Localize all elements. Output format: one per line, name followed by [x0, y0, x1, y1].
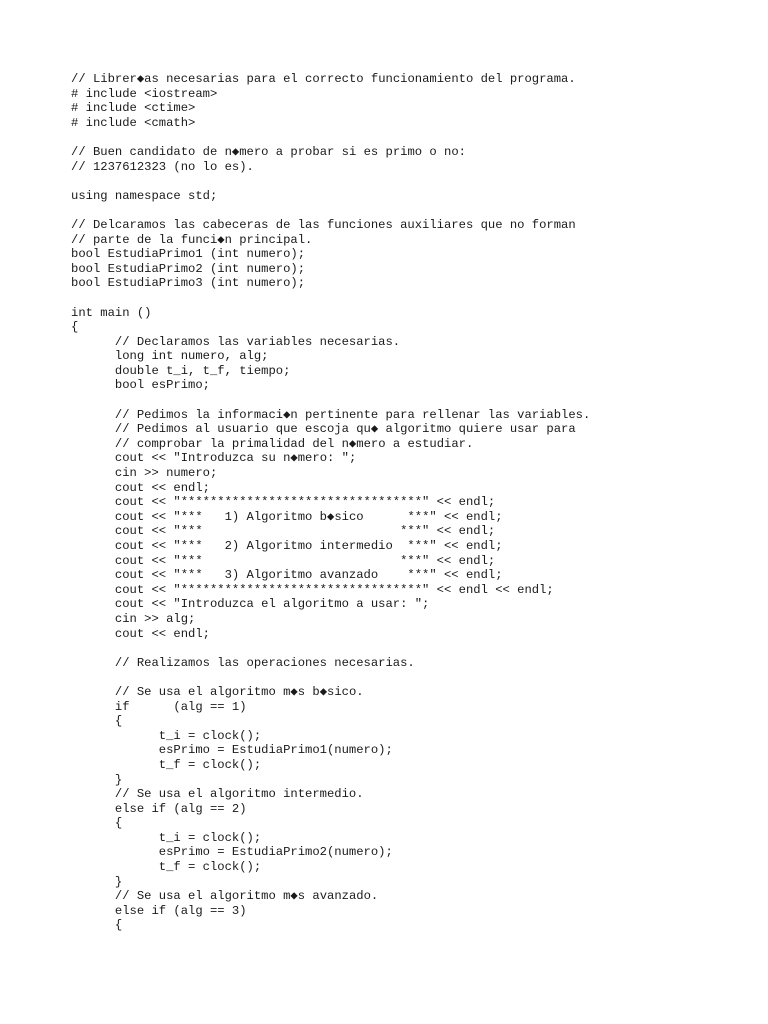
code-line: # include <cmath> — [71, 115, 196, 130]
code-line: cout << endl; — [71, 626, 210, 641]
code-line: { — [71, 918, 123, 933]
code-line: # include <ctime> — [71, 101, 196, 116]
code-line: bool esPrimo; — [71, 378, 210, 393]
code-line: // Pedimos la informaci◆n pertinente para rellenar las variables. — [71, 407, 591, 422]
code-line: esPrimo = EstudiaPrimo1(numero); — [71, 743, 393, 758]
code-line: // 1237612323 (no lo es). — [71, 159, 254, 174]
code-line: long int numero, alg; — [71, 349, 269, 364]
code-line: using namespace std; — [71, 188, 218, 203]
code-line: cout << endl; — [71, 480, 210, 495]
code-line: // Librer◆as necesarias para el correcto funcionamiento del programa. — [71, 72, 576, 86]
code-line: if (alg == 1) — [71, 699, 247, 714]
code-line — [71, 174, 590, 189]
code-line: cout << "*** ***" << endl; — [71, 553, 496, 568]
code-line: esPrimo = EstudiaPrimo2(numero); — [71, 845, 393, 860]
code-line: cout << "*********************************" << endl; — [71, 495, 496, 510]
code-line: // comprobar la primalidad del n◆mero a estudiar. — [71, 436, 474, 451]
code-line: t_i = clock(); — [71, 728, 262, 743]
code-line: bool EstudiaPrimo1 (int numero); — [71, 247, 306, 262]
code-line: // parte de la funci◆n principal. — [71, 232, 313, 247]
code-listing — [71, 72, 590, 933]
code-line: // Realizamos las operaciones necesarias. — [71, 655, 415, 670]
code-line: double t_i, t_f, tiempo; — [71, 363, 291, 378]
code-line: } — [71, 772, 123, 787]
code-line: bool EstudiaPrimo2 (int numero); — [71, 261, 306, 276]
code-line: cout << "Introduzca el algoritmo a usar: "; — [71, 597, 430, 612]
code-line: // Se usa el algoritmo m◆s avanzado. — [71, 889, 379, 904]
code-line: { — [71, 816, 123, 831]
code-line: // Delcaramos las cabeceras de las funciones auxiliares que no forman — [71, 217, 576, 232]
code-line: // Se usa el algoritmo m◆s b◆sico. — [71, 684, 364, 699]
code-line — [71, 130, 590, 145]
code-line — [71, 291, 590, 306]
code-line: t_i = clock(); — [71, 830, 262, 845]
code-line: cout << "*** 2) Algoritmo intermedio ***" << endl; — [71, 539, 503, 553]
code-line: // Buen candidato de n◆mero a probar si es primo o no: — [71, 144, 466, 159]
code-line: cin >> alg; — [71, 611, 196, 626]
code-line: int main () — [71, 305, 152, 320]
code-line: } — [71, 874, 123, 889]
code-line: cout << "*** 1) Algoritmo b◆sico ***" << endl; — [71, 509, 503, 524]
code-line: { — [71, 320, 79, 335]
code-line: else if (alg == 2) — [71, 801, 247, 816]
code-line: cout << "*** 3) Algoritmo avanzado ***" << endl; — [71, 568, 503, 583]
code-line — [71, 670, 590, 685]
code-line: cout << "*********************************" << endl << endl; — [71, 582, 554, 597]
code-line: # include <iostream> — [71, 86, 218, 101]
code-line: t_f = clock(); — [71, 757, 262, 772]
code-line: // Se usa el algoritmo intermedio. — [71, 787, 364, 802]
code-line: cin >> numero; — [71, 466, 218, 481]
code-line: // Declaramos las variables necesarias. — [71, 334, 401, 349]
code-line — [71, 641, 590, 656]
code-line — [71, 393, 590, 408]
code-line: { — [71, 714, 123, 729]
code-line: // Pedimos al usuario que escoja qu◆ algoritmo quiere usar para — [71, 422, 576, 437]
code-line — [71, 203, 590, 218]
code-line: cout << "Introduzca su n◆mero: "; — [71, 451, 357, 466]
code-line: t_f = clock(); — [71, 860, 262, 875]
code-line: else if (alg == 3) — [71, 903, 247, 918]
code-line: bool EstudiaPrimo3 (int numero); — [71, 276, 306, 291]
code-line: cout << "*** ***" << endl; — [71, 524, 496, 539]
